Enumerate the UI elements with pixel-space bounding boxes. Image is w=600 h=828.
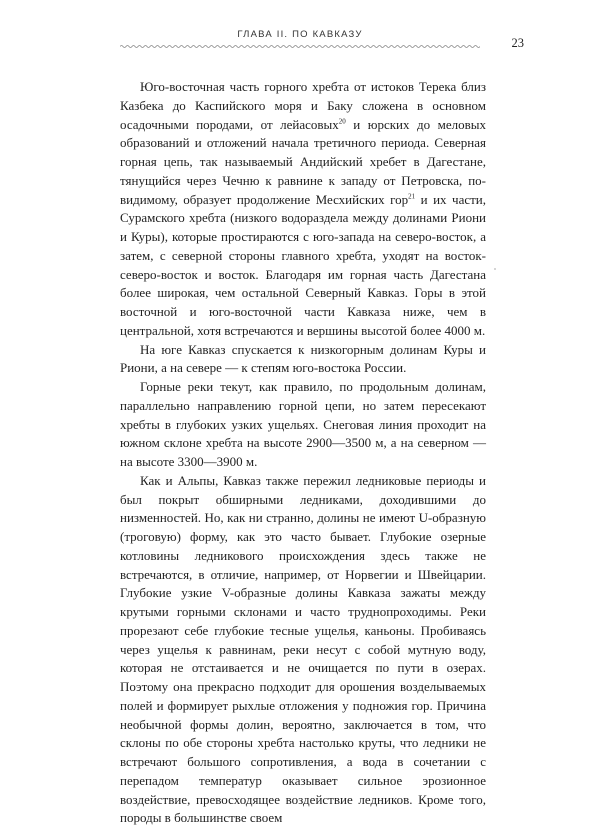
page-number: 23 bbox=[511, 36, 524, 50]
footnote-ref[interactable]: 20 bbox=[338, 117, 346, 126]
paragraph-text: и юрских до меловых образований и отложений начала третичного периода. Северная горная цепь, так называемый Андийский хребет в Дагестане, тянущийся через Чечню к равнине к западу от Петровска, по-видимому, образует продолжение Месхийских гор bbox=[120, 116, 486, 207]
paragraph: Горные реки текут, как правило, по продольным долинам, параллельно направлению горной цепи, но затем пересекают хребты в глубоких узких ущельях. Снеговая линия проходит на южном склоне хребта на высоте 2900—3500 м, а на северном — на высоте 3300—3900 м. bbox=[120, 379, 486, 469]
paragraph-text: и их части, Сурамского хребта (низкого водораздела между долинами Риони и Куры), которые простираются с юго-запада на северо-восток, а затем, с северной стороны главного хребта, уходят на восток-северо-восток и восток. Благодаря им горная часть Дагестана более широкая, чем остальной Северный Кавказ. Горы в этой восточной и юго-восточной части Кавказа ниже, чем в центральной, хотя встречаются и вершины высотой более 4000 м. bbox=[120, 191, 486, 338]
paragraph-text: Юго-восточная часть горного хребта от истоков Терека близ Казбека до Каспийского моря и Баку сложена в основном осадочными породами, от лейасовых bbox=[120, 79, 486, 132]
paragraph: Как и Альпы, Кавказ также пережил ледниковые периоды и был покрыт обширными ледниками, доходившими до низменностей. Но, как ни странно, долины не имеют U-образную (троговую) форму, как это часто бывает. Глубокие озерные котловины ледникового происхождения здесь также не встречаются, в отличие, например, от Норвегии и Швейцарии. Глубокие узкие V-образные долины Кавказа зажаты между крутыми горными склонами и часто труднопроходимы. Реки прорезают себе глубокие тесные ущелья, каньоны. Пробиваясь через ущелья к равнинам, реки несут с собой мутную воду, которая не отстаивается и не очищается по пути в озерах. Поэтому она прекрасно подходит для орошения возделываемых полей и формирует рыхлые отложения у подножия гор. Причина необычной формы долин, вероятно, заключается в том, что склоны по обе стороны хребта настолько круты, что ледники не встречают большого сопротивления, а вода в сочетании с перепадом температур оказывает сильное эрозионное воздействие, превосходящее воздействие ледников. Кроме того, породы в большинстве своем bbox=[120, 472, 486, 826]
paragraph bbox=[120, 78, 486, 341]
paper-speck bbox=[494, 268, 496, 270]
running-head: ГЛАВА II. ПО КАВКАЗУ bbox=[237, 29, 363, 40]
decorative-wavy-rule bbox=[120, 44, 480, 49]
body-text bbox=[120, 78, 486, 828]
paragraph: На юге Кавказ спускается к низкогорным долинам Куры и Риони, а на севере — к степям юго-востока России. bbox=[120, 341, 486, 376]
footnote-ref[interactable]: 21 bbox=[408, 192, 416, 201]
